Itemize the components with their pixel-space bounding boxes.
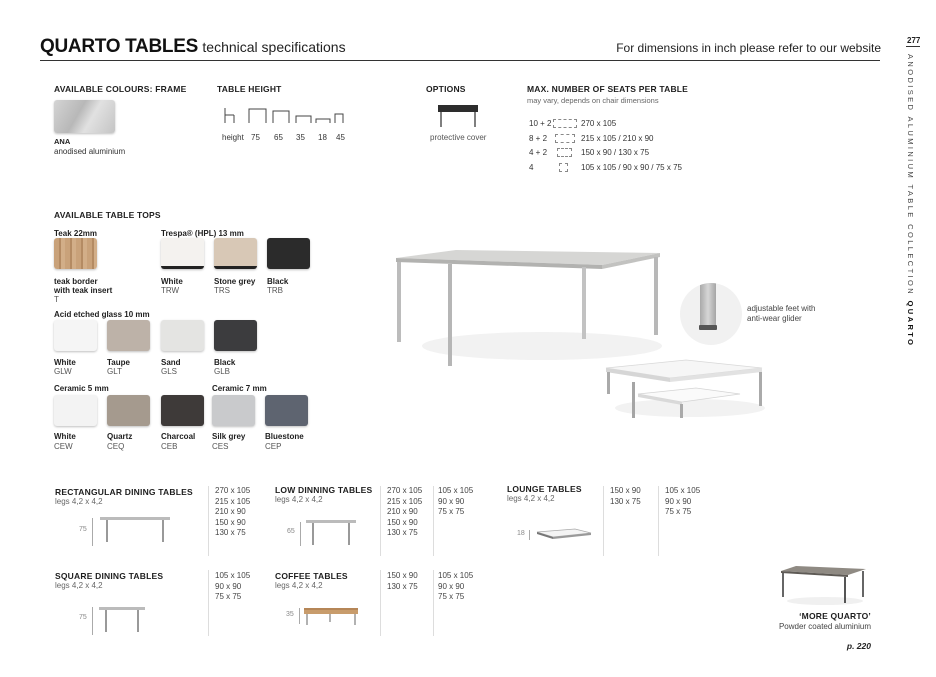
seats-row-3-icon — [557, 148, 572, 157]
coffee-dims-col1 — [387, 571, 418, 592]
glass-white-name: White — [54, 358, 76, 367]
side-title — [906, 54, 915, 347]
glass-title: Acid etched glass 10 mm — [54, 310, 150, 319]
glass-taupe-name: Taupe — [107, 358, 130, 367]
height-75: 75 — [251, 133, 260, 142]
dim-value: 150 x 90 — [387, 517, 418, 527]
teak-name-2: with teak insert — [54, 286, 113, 295]
dim-value: 75 x 75 — [215, 592, 242, 601]
square-tables-legs: legs 4,2 x 4,2 — [55, 581, 103, 590]
lounge-table-drawing — [535, 528, 593, 542]
dim-value: 90 x 90 — [215, 581, 242, 591]
height-75-icon — [249, 109, 266, 123]
height-18-icon — [316, 119, 330, 123]
dim-value: 105 x 105 — [438, 571, 474, 580]
side-title-bold: QUARTO — [906, 300, 915, 348]
seats-row-4-dims: 105 x 105 / 90 x 90 / 75 x 75 — [581, 163, 682, 172]
ceramic-quartz-code: CEQ — [107, 442, 125, 451]
teak-swatch — [54, 238, 97, 269]
dim-value: 105 x 105 — [215, 571, 251, 580]
dim-value: 150 x 90 — [215, 517, 246, 527]
frame-colours-heading: AVAILABLE COLOURS: FRAME — [54, 84, 187, 94]
page-reference[interactable]: p. 220 — [846, 641, 871, 651]
dim-value: 90 x 90 — [665, 496, 692, 506]
options-heading: OPTIONS — [426, 84, 466, 94]
dim-value: 130 x 75 — [610, 496, 641, 506]
ceramic-bluestone-code: CEP — [265, 442, 282, 451]
seats-subtitle: may vary, depends on chair dimensions — [527, 96, 659, 105]
dim-value: 75 x 75 — [438, 592, 465, 601]
coffee-dims-col2 — [438, 571, 473, 603]
coffee-tables-title: COFFEE TABLES — [275, 571, 348, 581]
rect-dims-col1 — [215, 486, 250, 539]
dim-value: 75 x 75 — [665, 507, 692, 516]
glass-sand-swatch — [161, 320, 204, 351]
seats-row-2-icon — [555, 134, 575, 143]
height-marker — [92, 607, 93, 635]
divider — [208, 570, 209, 636]
square-dims-col1 — [215, 571, 250, 603]
glass-black-swatch — [214, 320, 257, 351]
glass-white-code: GLW — [54, 367, 72, 376]
height-label: height — [222, 133, 244, 142]
seats-heading: MAX. NUMBER OF SEATS PER TABLE — [527, 84, 689, 94]
feet-note-line1: adjustable feet with — [747, 304, 816, 313]
ceramic-silk-grey-swatch — [212, 395, 255, 426]
ceramic-white-name: White — [54, 432, 76, 441]
dim-value: 105 x 105 — [438, 486, 474, 495]
divider — [208, 486, 209, 556]
lounge-tables-title: LOUNGE TABLES — [507, 484, 582, 494]
lounge-dims-col2 — [665, 486, 700, 518]
trespa-white-name: White — [161, 277, 183, 286]
glass-taupe-code: GLT — [107, 367, 122, 376]
feet-note-line2: anti-wear glider — [747, 314, 802, 323]
lounge-tables-photo — [600, 356, 768, 424]
trespa-white-code: TRW — [161, 286, 180, 295]
seats-row-3-dims: 150 x 90 / 130 x 75 — [581, 148, 650, 157]
title-bold: QUARTO TABLES — [40, 36, 198, 57]
square-tables-height: 75 — [79, 614, 87, 621]
divider — [433, 570, 434, 636]
divider — [433, 486, 434, 556]
trespa-stone-grey-swatch — [214, 238, 257, 269]
dim-value: 90 x 90 — [438, 496, 465, 506]
height-marker — [92, 518, 93, 546]
more-quarto-photo — [778, 563, 868, 607]
dim-value: 130 x 75 — [387, 581, 418, 591]
trespa-stone-grey-name: Stone grey — [214, 277, 256, 286]
height-45: 45 — [336, 133, 345, 142]
rect-tables-title: RECTANGULAR DINING TABLES — [55, 487, 193, 497]
trespa-white-swatch — [161, 238, 204, 269]
side-rule — [906, 46, 920, 47]
low-tables-height: 65 — [287, 528, 295, 535]
glass-taupe-swatch — [107, 320, 150, 351]
ceramic-charcoal-code: CEB — [161, 442, 178, 451]
dim-value: 150 x 90 — [387, 571, 418, 580]
protective-cover-image — [437, 103, 479, 129]
seats-row-4-count: 4 — [529, 163, 534, 172]
dim-value: 270 x 105 — [387, 486, 423, 495]
teak-title: Teak 22mm — [54, 229, 97, 238]
low-tables-title: LOW DINNING TABLES — [275, 485, 373, 495]
ceramic-white-swatch — [54, 395, 97, 426]
trespa-stone-grey-code: TRS — [214, 286, 230, 295]
dim-value: 210 x 90 — [387, 507, 418, 516]
ceramic7-title: Ceramic 7 mm — [212, 384, 267, 393]
dim-value: 90 x 90 — [438, 581, 465, 591]
swatch-name: ANA — [54, 137, 71, 146]
square-table-drawing — [99, 607, 145, 633]
height-35: 35 — [296, 133, 305, 142]
protective-cover-label: protective cover — [430, 133, 487, 142]
title-light: technical specifications — [202, 39, 346, 55]
more-quarto-desc: Powder coated aluminium — [778, 622, 871, 631]
height-65: 65 — [274, 133, 283, 142]
divider — [380, 486, 381, 556]
ceramic-quartz-swatch — [107, 395, 150, 426]
trespa-title: Trespa® (HPL) 13 mm — [161, 229, 244, 238]
ceramic-silk-grey-code: CES — [212, 442, 229, 451]
glass-sand-code: GLS — [161, 367, 178, 376]
table-tops-heading: AVAILABLE TABLE TOPS — [54, 210, 161, 220]
dim-value: 150 x 90 — [610, 486, 641, 495]
height-65-icon — [273, 111, 289, 123]
height-marker — [529, 530, 530, 540]
page-title — [40, 36, 346, 58]
divider — [603, 486, 604, 556]
dim-value: 75 x 75 — [438, 507, 465, 516]
page-number: 277 — [907, 36, 921, 45]
ceramic-bluestone-swatch — [265, 395, 308, 426]
teak-code: T — [54, 295, 59, 304]
low-dims-col2 — [438, 486, 473, 518]
chair-icon — [225, 108, 234, 123]
table-height-heading: TABLE HEIGHT — [217, 84, 282, 94]
square-tables-title: SQUARE DINING TABLES — [55, 571, 164, 581]
dim-value: 215 x 105 — [215, 496, 251, 506]
ceramic-bluestone-name: Bluestone — [265, 432, 304, 441]
anodised-aluminium-swatch — [54, 100, 115, 133]
dim-value: 130 x 75 — [215, 528, 246, 537]
glass-black-name: Black — [214, 358, 236, 367]
ceramic-white-code: CEW — [54, 442, 73, 451]
ceramic-charcoal-swatch — [161, 395, 204, 426]
seats-row-1-count: 10 + 2 — [529, 119, 552, 128]
divider — [380, 570, 381, 636]
ceramic-quartz-name: Quartz — [107, 432, 133, 441]
swatch-desc: anodised aluminium — [54, 147, 126, 156]
ceramic-silk-grey-name: Silk grey — [212, 432, 246, 441]
coffee-tables-legs: legs 4,2 x 4,2 — [275, 581, 323, 590]
seats-row-2-dims: 215 x 105 / 210 x 90 — [581, 134, 654, 143]
trespa-black-name: Black — [267, 277, 289, 286]
seats-row-4-icon — [559, 163, 568, 172]
dimensions-note: For dimensions in inch please refer to our website — [616, 41, 881, 55]
adjustable-foot-detail — [680, 283, 742, 345]
header-rule — [40, 60, 880, 61]
low-table-drawing — [306, 520, 356, 544]
rect-tables-height: 75 — [79, 526, 87, 533]
height-18: 18 — [318, 133, 327, 142]
glass-black-code: GLB — [214, 367, 231, 376]
rect-tables-legs: legs 4,2 x 4,2 — [55, 497, 103, 506]
lounge-tables-legs: legs 4,2 x 4,2 — [507, 494, 555, 503]
seats-row-3-count: 4 + 2 — [529, 148, 548, 157]
height-marker — [299, 608, 300, 624]
divider — [658, 486, 659, 556]
teak-name-1: teak border — [54, 277, 98, 286]
glass-sand-name: Sand — [161, 358, 181, 367]
dim-value: 270 x 105 — [215, 486, 251, 495]
seats-row-1-icon — [553, 119, 577, 128]
lounge-tables-height: 18 — [517, 530, 525, 537]
rect-table-drawing — [100, 517, 170, 542]
trespa-black-swatch — [267, 238, 310, 269]
glass-white-swatch — [54, 320, 97, 351]
dim-value: 105 x 105 — [665, 486, 701, 495]
coffee-table-drawing — [302, 605, 360, 627]
lounge-dims-col1 — [610, 486, 641, 507]
ceramic5-title: Ceramic 5 mm — [54, 384, 109, 393]
trespa-black-code: TRB — [267, 286, 283, 295]
dim-value: 130 x 75 — [387, 528, 418, 537]
low-tables-legs: legs 4,2 x 4,2 — [275, 495, 323, 504]
seats-row-1-dims: 270 x 105 — [581, 119, 617, 128]
coffee-tables-height: 35 — [286, 611, 294, 618]
low-dims-col1 — [387, 486, 422, 539]
more-quarto-title: ‘MORE QUARTO’ — [799, 611, 871, 621]
dim-value: 210 x 90 — [215, 507, 246, 516]
height-marker — [300, 522, 301, 546]
ceramic-charcoal-name: Charcoal — [161, 432, 196, 441]
height-35-icon — [296, 116, 311, 123]
side-title-light: ANODISED ALUMINIUM TABLE COLLECTION — [906, 54, 915, 297]
dim-value: 215 x 105 — [387, 496, 423, 506]
dining-table-photo — [392, 248, 664, 370]
height-45-icon — [335, 114, 343, 123]
seats-row-2-count: 8 + 2 — [529, 134, 548, 143]
height-icons — [222, 106, 352, 128]
